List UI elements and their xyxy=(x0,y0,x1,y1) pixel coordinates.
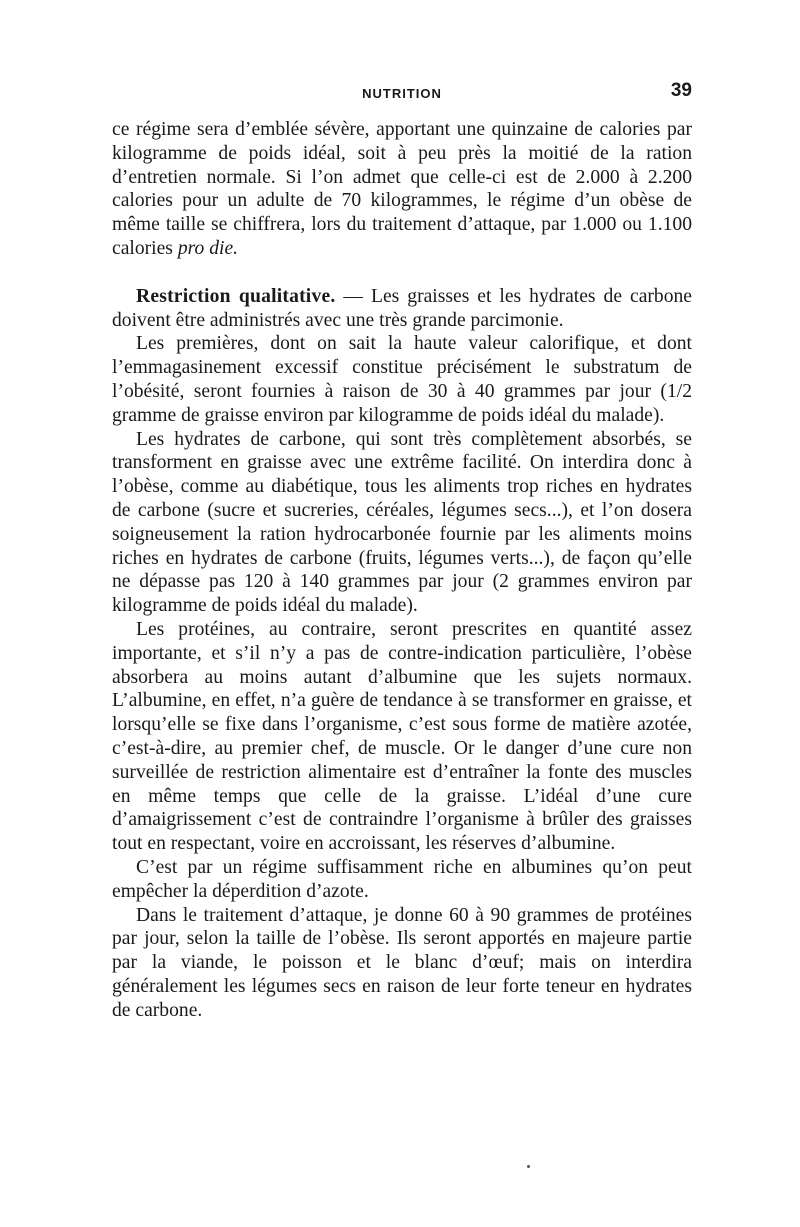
paragraph-5: Les protéines, au contraire, seront prescrites en quantité assez importante, et s’il n’y a pas de contre-indication particulière, l’obèse absorbera au moins autant d’albumine que les sujets normaux. L’albumine, en effet, n’a guère de tendance à se transformer en graisse, et lorsqu’elle se fixe dans l’organisme, c’est sous forme de matière azotée, c’est-à-dire, au premier chef, de muscle. Or le danger d’une cure non surveillée de restriction alimentaire est d’entraîner la fonte des muscles en même temps que celle de la graisse. L’idéal d’une cure d’amaigrissement c’est de contraindre l’organisme à brûler des graisses tout en respectant, voire en accroissant, les réserves d’albumine. xyxy=(112,618,692,855)
paragraph-7: Dans le traitement d’attaque, je donne 60 à 90 grammes de protéines par jour, selon la taille de l’obèse. Ils seront apportés en majeure partie par la viande, le poisson et le blanc d’œuf; mais on interdira généralement les légumes secs en raison de leur forte teneur en hydrates de carbone. xyxy=(112,904,692,1021)
section-heading: Restriction qualitative. xyxy=(136,285,336,307)
body-text xyxy=(112,118,692,1022)
print-speck xyxy=(527,1165,530,1168)
paragraph-3: Les premières, dont on sait la haute valeur calorifique, et dont l’emmagasinement excessif constitue précisément le substratum de l’obésité, seront fournies à raison de 30 à 40 grammes par jour (1/2 gramme de graisse environ par kilogramme de poids idéal du malade). xyxy=(112,333,692,426)
paragraph-1 xyxy=(112,118,692,261)
page-number: 39 xyxy=(670,80,692,101)
paragraph-1-text: ce régime sera d’emblée sévère, apportant une quinzaine de calories par kilogramme de poids idéal, soit à peu près la moitié de la ration d’entretien normale. Si l’on admet que celle-ci est de 2.000 à 2.200 calories pour un adulte de 70 kilogrammes, le régime d’un obèse de même taille se chiffrera, lors du traitement d’attaque, par 1.000 ou 1.100 calories xyxy=(112,119,692,259)
paragraph-2-text: — Les graisses et les hydrates de carbone doivent être administrés avec une très grande parcimonie. xyxy=(112,285,693,331)
running-title: NUTRITION xyxy=(362,86,442,101)
paragraph-6: C’est par un régime suffisamment riche en albumines qu’on peut empêcher la déperdition d’azote. xyxy=(112,856,692,902)
paragraph-2 xyxy=(112,285,692,333)
paragraph-4: Les hydrates de carbone, qui sont très complètement absorbés, se transforment en graisse avec une extrême facilité. On interdira donc à l’obèse, comme au diabétique, tous les aliments trop riches en hydrates de carbone (sucre et sucreries, céréales, légumes secs...), et l’on dosera soigneusement la ration hydrocarbonée fournie par les aliments moins riches en hydrates de carbone (fruits, légumes verts...), de façon qu’elle ne dépasse pas 120 à 140 grammes par jour (2 grammes environ par kilogramme de poids idéal du malade). xyxy=(112,428,692,617)
running-header xyxy=(112,80,692,104)
paragraph-1-italic: pro die. xyxy=(177,237,239,259)
